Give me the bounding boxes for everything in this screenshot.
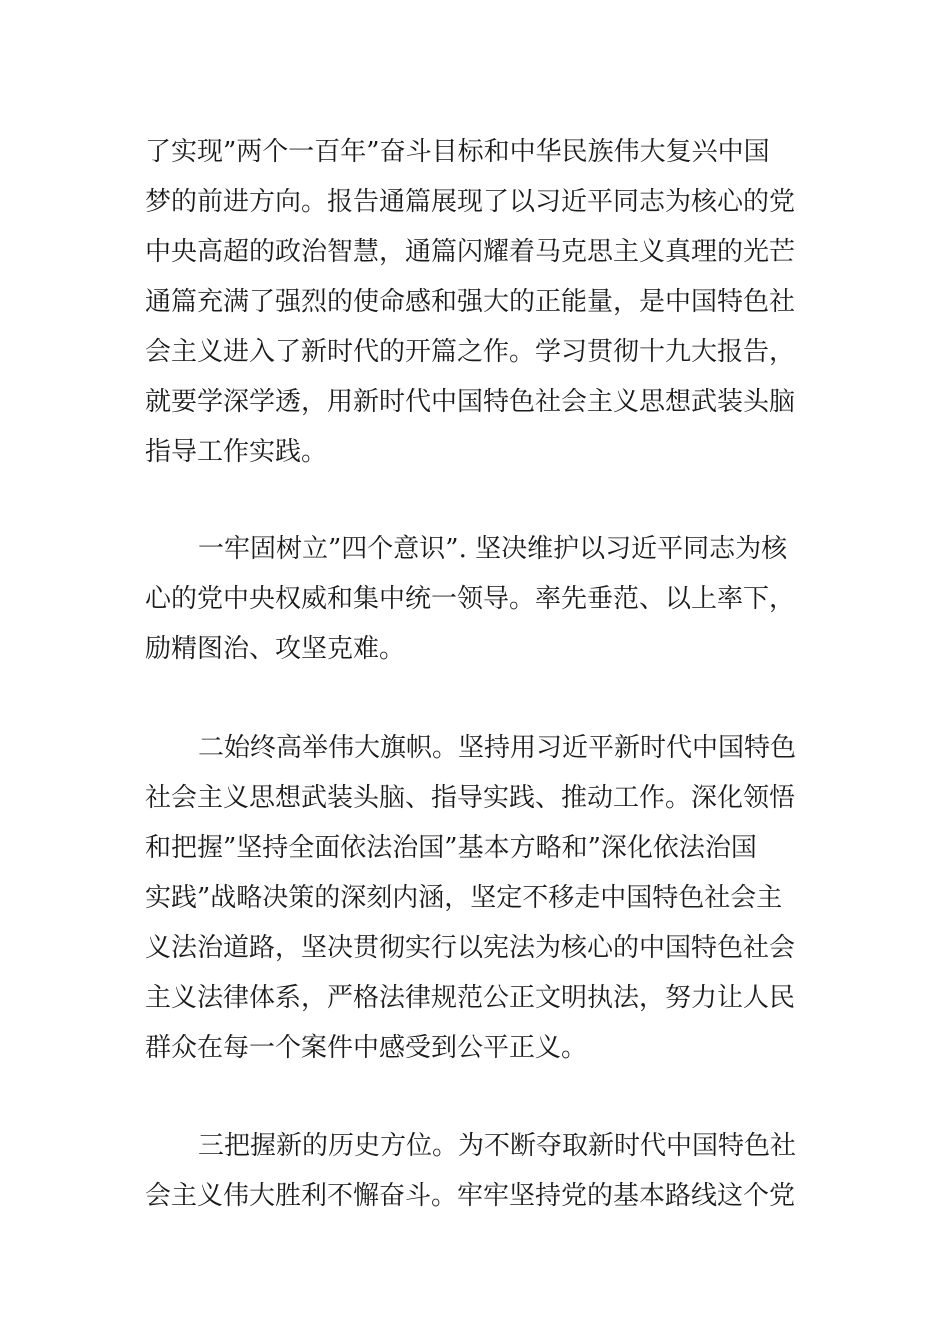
text-line: 通篇充满了强烈的使命感和强大的正能量，是中国特色社 — [145, 287, 796, 317]
text-line: 社会主义思想武装头脑、指导实践、推动工作。深化领悟 — [145, 783, 796, 813]
text-line: 三把握新的历史方位。为不断夺取新时代中国特色社 — [198, 1131, 797, 1161]
text-line: 中央高超的政治智慧，通篇闪耀着马克思主义真理的光芒 — [145, 237, 796, 267]
text-line: 励精图治、攻坚克难。 — [145, 634, 406, 664]
text-line: 就要学深学透，用新时代中国特色社会主义思想武装头脑 — [145, 387, 796, 417]
text-line: 和把握”坚持全面依法治国”基本方略和”深化依法治国 — [145, 833, 757, 863]
text-line: 心的党中央权威和集中统一领导。率先垂范、以上率下， — [145, 584, 796, 614]
text-line: 二始终高举伟大旗帜。坚持用习近平新时代中国特色 — [198, 733, 797, 763]
text-line: 了实现”两个一百年”奋斗目标和中华民族伟大复兴中国 — [145, 137, 770, 167]
paragraph-1 — [145, 127, 810, 477]
text-line: 主义法律体系，严格法律规范公正文明执法，努力让人民 — [145, 983, 796, 1013]
paragraph-2 — [145, 524, 810, 674]
text-line: 一牢固树立”四个意识”. 坚决维护以习近平同志为核 — [198, 534, 788, 564]
text-line: 梦的前进方向。报告通篇展现了以习近平同志为核心的党 — [145, 187, 796, 217]
paragraph-4 — [145, 1121, 810, 1221]
text-line: 指导工作实践。 — [145, 437, 328, 467]
text-line: 会主义进入了新时代的开篇之作。学习贯彻十九大报告， — [145, 337, 796, 367]
text-line: 会主义伟大胜利不懈奋斗。牢牢坚持党的基本路线这个党 — [145, 1181, 796, 1211]
text-line: 义法治道路，坚决贯彻实行以宪法为核心的中国特色社会 — [145, 933, 796, 963]
paragraph-3 — [145, 723, 810, 1073]
text-line: 实践”战略决策的深刻内涵，坚定不移走中国特色社会主 — [145, 883, 783, 913]
text-line: 群众在每一个案件中感受到公平正义。 — [145, 1033, 588, 1063]
